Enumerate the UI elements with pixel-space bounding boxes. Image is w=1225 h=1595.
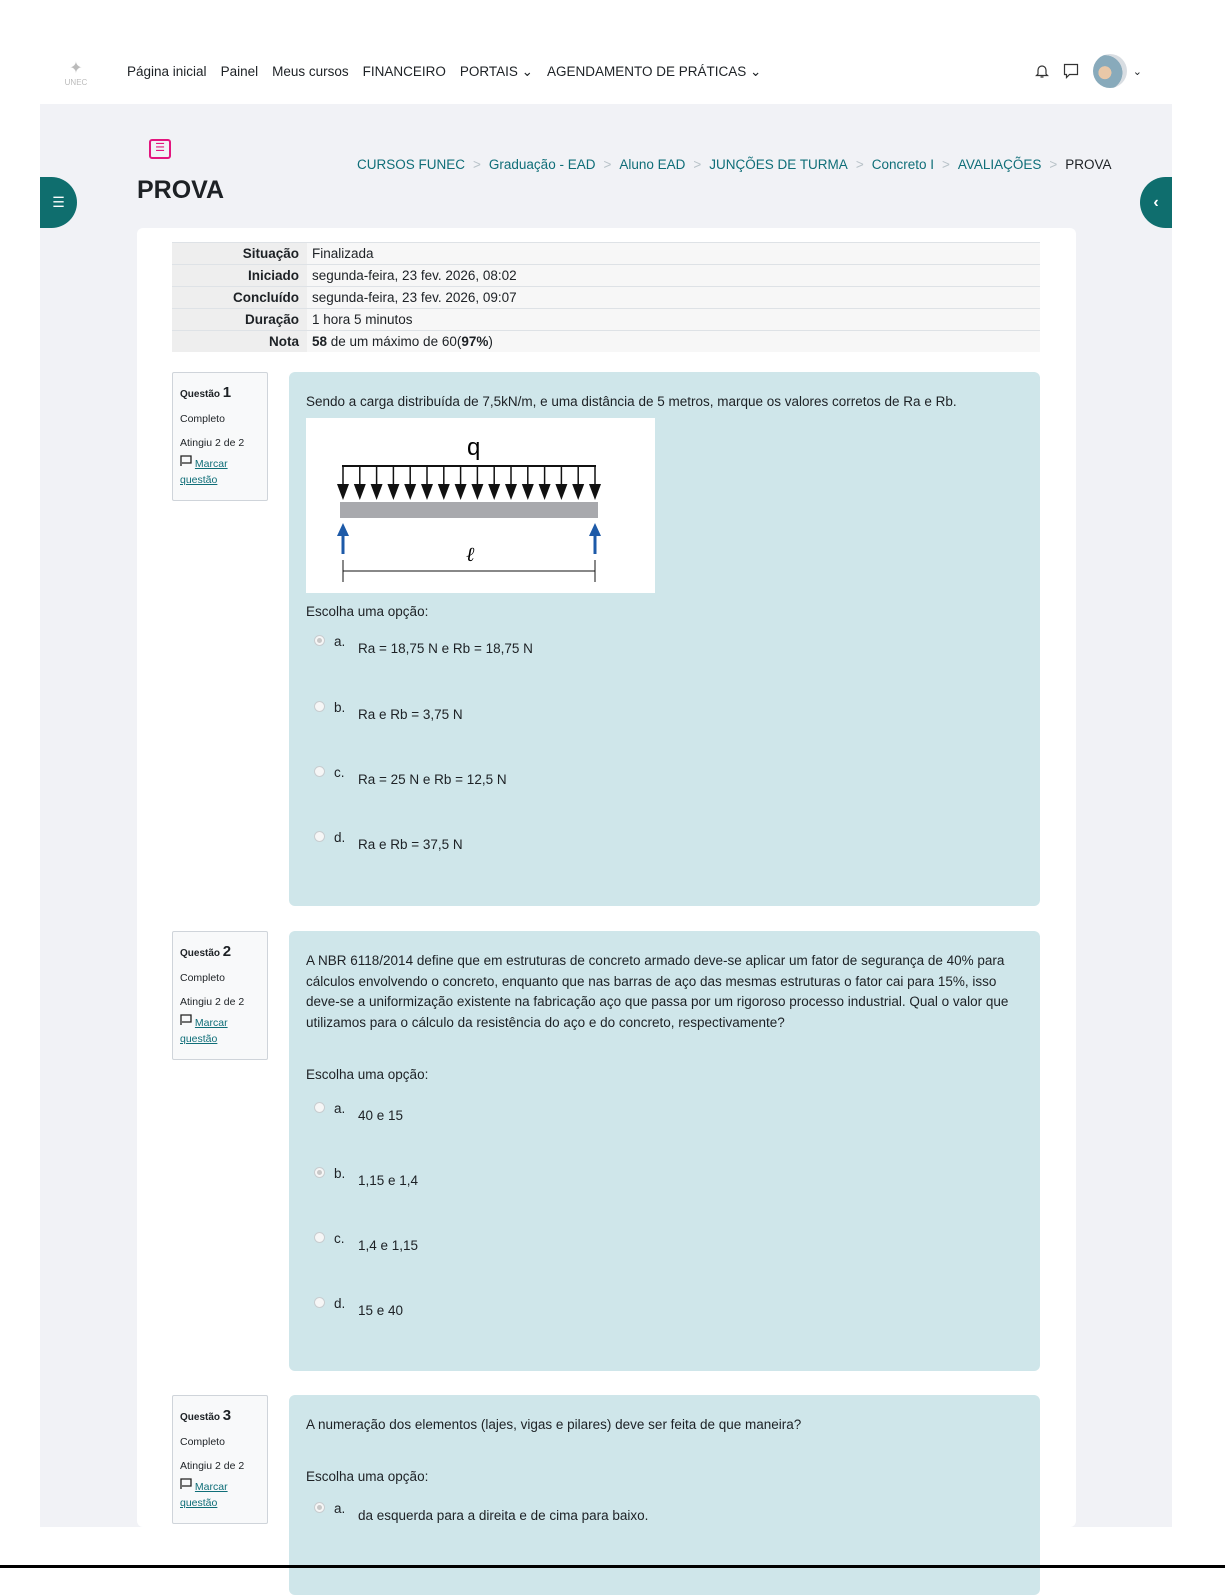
- row-label: Concluído: [172, 287, 307, 309]
- table-row: [172, 265, 1040, 287]
- answer-option[interactable]: [314, 1501, 648, 1523]
- answer-radio[interactable]: [314, 831, 325, 842]
- row-value: segunda-feira, 23 fev. 2026, 09:07: [307, 287, 1040, 309]
- answer-option[interactable]: [314, 1166, 418, 1188]
- answer-option[interactable]: [314, 830, 463, 852]
- row-value: Finalizada: [307, 243, 1040, 265]
- question-info: [172, 1395, 268, 1524]
- answer-option[interactable]: [314, 1296, 403, 1318]
- nav-dashboard[interactable]: Painel: [220, 64, 259, 79]
- question-grade: Atingiu 2 de 2: [180, 996, 245, 1008]
- question-number: Questão 2: [180, 943, 232, 960]
- row-label: Situação: [172, 243, 307, 265]
- chevron-right-icon: >: [473, 157, 481, 172]
- question-number: Questão 3: [180, 1407, 232, 1424]
- flag-question-link[interactable]: Marcar questão: [180, 1014, 260, 1051]
- option-letter: a.: [334, 1101, 346, 1116]
- question-info: [172, 931, 268, 1060]
- breadcrumb-item[interactable]: Concreto I: [871, 157, 934, 172]
- svg-text:ℓ: ℓ: [466, 544, 475, 566]
- question-text: Sendo a carga distribuída de 7,5kN/m, e uma distância de 5 metros, marque os valores corretos de Ra e Rb.: [306, 394, 957, 409]
- option-text: Ra e Rb = 3,75 N: [358, 707, 463, 722]
- nav-agendamento-dropdown[interactable]: AGENDAMENTO DE PRÁTICAS ⌄: [546, 64, 762, 79]
- option-text: 1,15 e 1,4: [358, 1173, 419, 1188]
- row-label: Duração: [172, 309, 307, 331]
- top-navbar: [40, 40, 1172, 104]
- nav-portais-dropdown[interactable]: PORTAIS ⌄: [459, 64, 533, 79]
- row-value: 58 de um máximo de 60(97%): [307, 331, 1040, 353]
- answer-radio[interactable]: [314, 1297, 325, 1308]
- question-text: A numeração dos elementos (lajes, vigas e pilares) deve ser feita de que maneira?: [306, 1417, 802, 1432]
- question-content: [289, 372, 1040, 906]
- bottom-edge: [0, 1565, 1225, 1568]
- answer-radio[interactable]: [314, 1502, 325, 1513]
- chevron-left-icon: ‹: [1153, 193, 1159, 211]
- option-text: 15 e 40: [358, 1303, 404, 1318]
- row-value: 1 hora 5 minutos: [307, 309, 1040, 331]
- option-letter: c.: [334, 1231, 345, 1246]
- chevron-right-icon: >: [941, 157, 950, 172]
- option-letter: d.: [334, 830, 346, 845]
- answer-option[interactable]: [314, 765, 507, 787]
- attempt-summary-table: [172, 242, 1040, 352]
- row-value: segunda-feira, 23 fev. 2026, 08:02: [307, 265, 1040, 287]
- breadcrumb-current: PROVA: [1065, 157, 1112, 172]
- chevron-right-icon: >: [1049, 157, 1058, 172]
- table-row: [172, 331, 1040, 353]
- answer-option[interactable]: [314, 700, 463, 722]
- avatar: [1093, 54, 1127, 88]
- row-label: Iniciado: [172, 265, 307, 287]
- breadcrumb-item[interactable]: Aluno EAD: [619, 157, 686, 172]
- answer-radio[interactable]: [314, 1232, 325, 1243]
- breadcrumb-item[interactable]: AVALIAÇÕES: [957, 157, 1042, 172]
- option-letter: d.: [334, 1296, 346, 1311]
- question-grade: Atingiu 2 de 2: [180, 437, 245, 449]
- flag-icon: [180, 455, 192, 467]
- answer-radio[interactable]: [314, 766, 325, 777]
- nav-my-courses[interactable]: Meus cursos: [272, 64, 349, 79]
- user-menu[interactable]: [1093, 54, 1142, 88]
- breadcrumb-item[interactable]: Graduação - EAD: [488, 157, 596, 172]
- question-number: Questão 1: [180, 384, 232, 401]
- flag-question-link[interactable]: Marcar questão: [180, 455, 260, 492]
- choose-option-prompt: Escolha uma opção:: [306, 604, 429, 619]
- option-text: 40 e 15: [358, 1108, 404, 1123]
- flag-icon: [180, 1478, 192, 1490]
- answer-radio[interactable]: [314, 1102, 325, 1113]
- option-letter: c.: [334, 765, 345, 780]
- bell-icon[interactable]: [1035, 63, 1049, 79]
- question-state: Completo: [180, 972, 225, 984]
- nav-financeiro[interactable]: FINANCEIRO: [362, 64, 446, 79]
- question-text: A NBR 6118/2014 define que em estruturas de concreto armado deve-se aplicar um fator de segurança de 40% para cálculos envolvendo o concreto, enquanto que nas barras de aço das mesmas estruturas o fator cai para 15%, isso deve-se a uniformização existente na fabricação aço que passa por um rigoroso processo industrial. Qual o valor que utilizamos para o cálculo da resistência do aço e do concreto, respectivamente?: [306, 953, 1009, 1030]
- table-row: [172, 309, 1040, 331]
- question-content: [289, 931, 1040, 1371]
- table-row: [172, 287, 1040, 309]
- question-state: Completo: [180, 1436, 225, 1448]
- page-title: PROVA: [137, 176, 225, 204]
- choose-option-prompt: Escolha uma opção:: [306, 1469, 429, 1484]
- flag-question-link[interactable]: Marcar questão: [180, 1478, 260, 1515]
- breadcrumb-item[interactable]: JUNÇÕES DE TURMA: [709, 157, 848, 172]
- site-logo[interactable]: ✦ UNEC: [64, 59, 88, 87]
- option-letter: a.: [334, 634, 346, 649]
- breadcrumb: [357, 157, 1112, 172]
- choose-option-prompt: Escolha uma opção:: [306, 1067, 429, 1082]
- logo-text: UNEC: [64, 77, 88, 87]
- option-text: Ra = 25 N e Rb = 12,5 N: [358, 772, 507, 787]
- question-state: Completo: [180, 413, 225, 425]
- chat-icon[interactable]: [1063, 63, 1079, 79]
- option-text: 1,4 e 1,15: [358, 1238, 419, 1253]
- answer-radio[interactable]: [314, 701, 325, 712]
- chevron-down-icon: ⌄: [1132, 65, 1142, 78]
- option-text: Ra e Rb = 37,5 N: [358, 837, 463, 852]
- option-letter: b.: [334, 1166, 346, 1181]
- answer-option[interactable]: [314, 1231, 418, 1253]
- nav-home[interactable]: Página inicial: [127, 64, 207, 79]
- answer-radio[interactable]: [314, 1167, 325, 1178]
- option-letter: a.: [334, 1501, 346, 1516]
- list-icon: ☰: [52, 194, 65, 210]
- chevron-right-icon: >: [855, 157, 864, 172]
- option-text: Ra = 18,75 N e Rb = 18,75 N: [358, 641, 533, 656]
- chevron-right-icon: >: [693, 157, 702, 172]
- quiz-icon: ☰: [149, 139, 171, 159]
- main-content-card: [137, 228, 1076, 1527]
- flag-icon: [180, 1014, 192, 1026]
- answer-option[interactable]: [314, 634, 533, 656]
- table-row: [172, 243, 1040, 265]
- beam-diagram: [306, 418, 655, 593]
- row-label: Nota: [172, 331, 307, 353]
- option-text: da esquerda para a direita e de cima para baixo.: [358, 1508, 649, 1523]
- question-info: [172, 372, 268, 501]
- option-letter: b.: [334, 700, 346, 715]
- question-grade: Atingiu 2 de 2: [180, 1460, 245, 1472]
- svg-text:q: q: [467, 434, 481, 461]
- chevron-right-icon: >: [603, 157, 612, 172]
- answer-option[interactable]: [314, 1101, 403, 1123]
- breadcrumb-item[interactable]: CURSOS FUNEC: [357, 157, 466, 172]
- answer-radio[interactable]: [314, 635, 325, 646]
